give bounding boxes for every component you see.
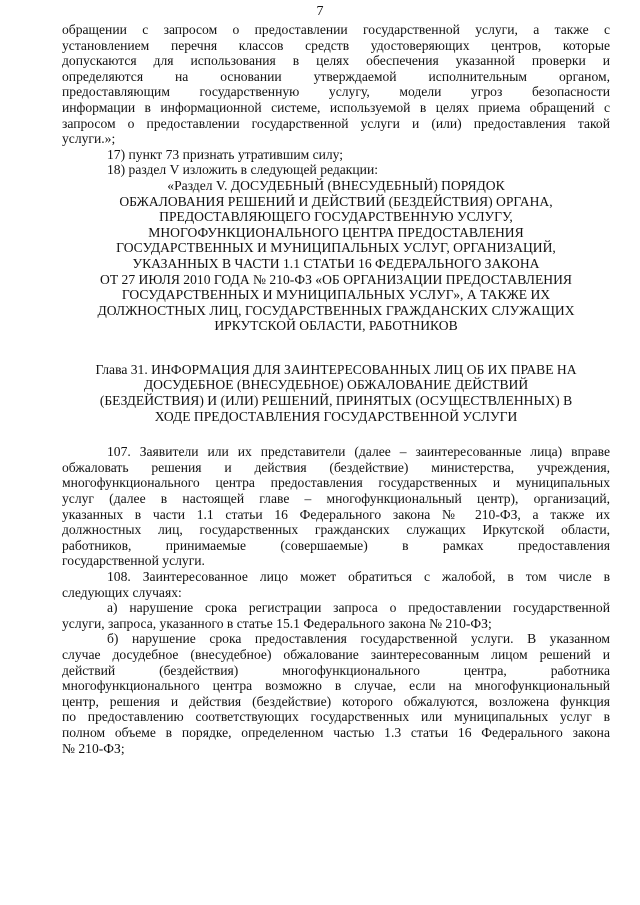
title-line: ПРЕДОСТАВЛЯЮЩЕГО ГОСУДАРСТВЕННУЮ УСЛУГУ, bbox=[159, 209, 513, 225]
paragraph-108 bbox=[62, 569, 610, 600]
text-line: случае досудебное (внесудебное) обжалование заинтересованным лицом решений и bbox=[62, 646, 610, 662]
section-title bbox=[62, 178, 610, 334]
text-line: обращении с запросом о предоставлении государственной услуги, а также с bbox=[62, 22, 610, 37]
text-line: обжаловать решения и действия (бездействие) министерства, учреждения, bbox=[62, 459, 610, 475]
paragraph-a bbox=[62, 600, 610, 631]
page-number: 7 bbox=[316, 4, 324, 19]
text-line: по предоставлению соответствующих государственных или муниципальных услуг в bbox=[62, 709, 610, 725]
text-line: указанных в части 1.1 статьи 16 Федерального закона № 210-ФЗ, а также их bbox=[62, 506, 610, 522]
text-line: установлением перечня классов средств удостоверяющих центров, которые bbox=[62, 37, 610, 53]
text-line: следующих случаях: bbox=[62, 584, 182, 600]
text-line: полном объеме в порядке, определенном частью 1.3 статьи 16 Федерального закона bbox=[62, 724, 610, 740]
text-line: б) нарушение срока предоставления государственной услуги. В указанном bbox=[107, 631, 610, 647]
paragraph-107 bbox=[62, 444, 610, 569]
item-18: 18) раздел V изложить в следующей редакции: bbox=[107, 162, 379, 178]
intro-paragraph bbox=[62, 22, 610, 147]
spacer bbox=[62, 424, 610, 444]
text-line: определяются на основании утверждаемой исполнительным органом, bbox=[62, 68, 610, 84]
text-line: 107. Заявители или их представители (далее – заинтересованные лица) вправе bbox=[107, 444, 610, 460]
text-line: услуги, запроса, указанного в статье 15.1 Федерального закона № 210-ФЗ; bbox=[62, 615, 492, 631]
title-line: «Раздел V. ДОСУДЕБНЫЙ (ВНЕСУДЕБНЫЙ) ПОРЯДОК bbox=[167, 177, 505, 193]
paragraph-b bbox=[62, 631, 610, 756]
text-line: 108. Заинтересованное лицо может обратиться с жалобой, в том числе в bbox=[107, 569, 610, 584]
item-17: 17) пункт 73 признать утратившим силу; bbox=[107, 146, 344, 162]
text-line: услуги.»; bbox=[62, 131, 116, 147]
text-line: действий (бездействия) многофункционального центра, работника bbox=[62, 662, 610, 678]
title-line: ОТ 27 ИЮЛЯ 2010 ГОДА № 210-ФЗ «ОБ ОРГАНИЗАЦИИ ПРЕДОСТАВЛЕНИЯ bbox=[100, 271, 572, 287]
title-line: (БЕЗДЕЙСТВИЯ) И (ИЛИ) РЕШЕНИЙ, ПРИНЯТЫХ (ОСУЩЕСТВЛЕННЫХ) В bbox=[99, 393, 573, 409]
title-line: ГОСУДАРСТВЕННЫХ И МУНИЦИПАЛЬНЫХ УСЛУГ», А ТАКЖЕ ИХ bbox=[121, 287, 551, 303]
title-line: ДОСУДЕБНОЕ (ВНЕСУДЕБНОЕ) ОБЖАЛОВАНИЕ ДЕЙСТВИЙ bbox=[143, 377, 529, 393]
title-line: ИРКУТСКОЙ ОБЛАСТИ, РАБОТНИКОВ bbox=[214, 318, 458, 334]
text-line: а) нарушение срока регистрации запроса о предоставлении государственной bbox=[107, 600, 610, 616]
text-line: предоставляющим государственную услугу, модели угроз безопасности bbox=[62, 84, 610, 100]
text-line: информации в информационной системе, используемой в целях приема обращений с bbox=[62, 99, 610, 115]
chapter-title bbox=[62, 362, 610, 424]
text-line: государственной услуги. bbox=[62, 553, 205, 569]
title-line: ГОСУДАРСТВЕННЫХ И МУНИЦИПАЛЬНЫХ УСЛУГ, ОРГАНИЗАЦИЙ, bbox=[116, 240, 556, 256]
title-line: УКАЗАННЫХ В ЧАСТИ 1.1 СТАТЬИ 16 ФЕДЕРАЛЬНОГО ЗАКОНА bbox=[132, 255, 540, 271]
text-line: запросом о предоставлении государственной услуги и (или) предоставления такой bbox=[62, 115, 610, 131]
text-line: многофункционального центра возможно в случае, если на многофункциональный bbox=[62, 678, 610, 694]
text-line: работников, принимаемые (совершаемые) в рамках предоставления bbox=[62, 537, 610, 553]
text-line: услуг (далее в настоящей главе – многофункциональный центр), организаций, bbox=[62, 491, 610, 507]
text-line: центр, решения и действия (бездействие) которого обжалуются, возложена функция bbox=[62, 693, 610, 709]
text-line: № 210-ФЗ; bbox=[62, 740, 125, 756]
text-line: должностных лиц, государственных гражданских служащих Иркутской области, bbox=[62, 522, 610, 538]
title-line: ХОДЕ ПРЕДОСТАВЛЕНИЯ ГОСУДАРСТВЕННОЙ УСЛУГИ bbox=[154, 408, 518, 424]
title-line: ОБЖАЛОВАНИЯ РЕШЕНИЙ И ДЕЙСТВИЙ (БЕЗДЕЙСТВИЯ) ОРГАНА, bbox=[119, 193, 553, 209]
text-line: допускаются для использования в целях обеспечения указанной проверки и bbox=[62, 53, 610, 69]
title-line: Глава 31. ИНФОРМАЦИЯ ДЛЯ ЗАИНТЕРЕСОВАННЫХ ЛИЦ ОБ ИХ ПРАВЕ НА bbox=[95, 361, 577, 377]
title-line: ДОЛЖНОСТНЫХ ЛИЦ, ГОСУДАРСТВЕННЫХ ГРАЖДАНСКИХ СЛУЖАЩИХ bbox=[97, 302, 575, 318]
document-body bbox=[62, 22, 610, 756]
text-line: многофункционального центра предоставления государственных и муниципальных bbox=[62, 475, 610, 491]
title-line: МНОГОФУНКЦИОНАЛЬНОГО ЦЕНТРА ПРЕДОСТАВЛЕНИЯ bbox=[148, 224, 524, 240]
